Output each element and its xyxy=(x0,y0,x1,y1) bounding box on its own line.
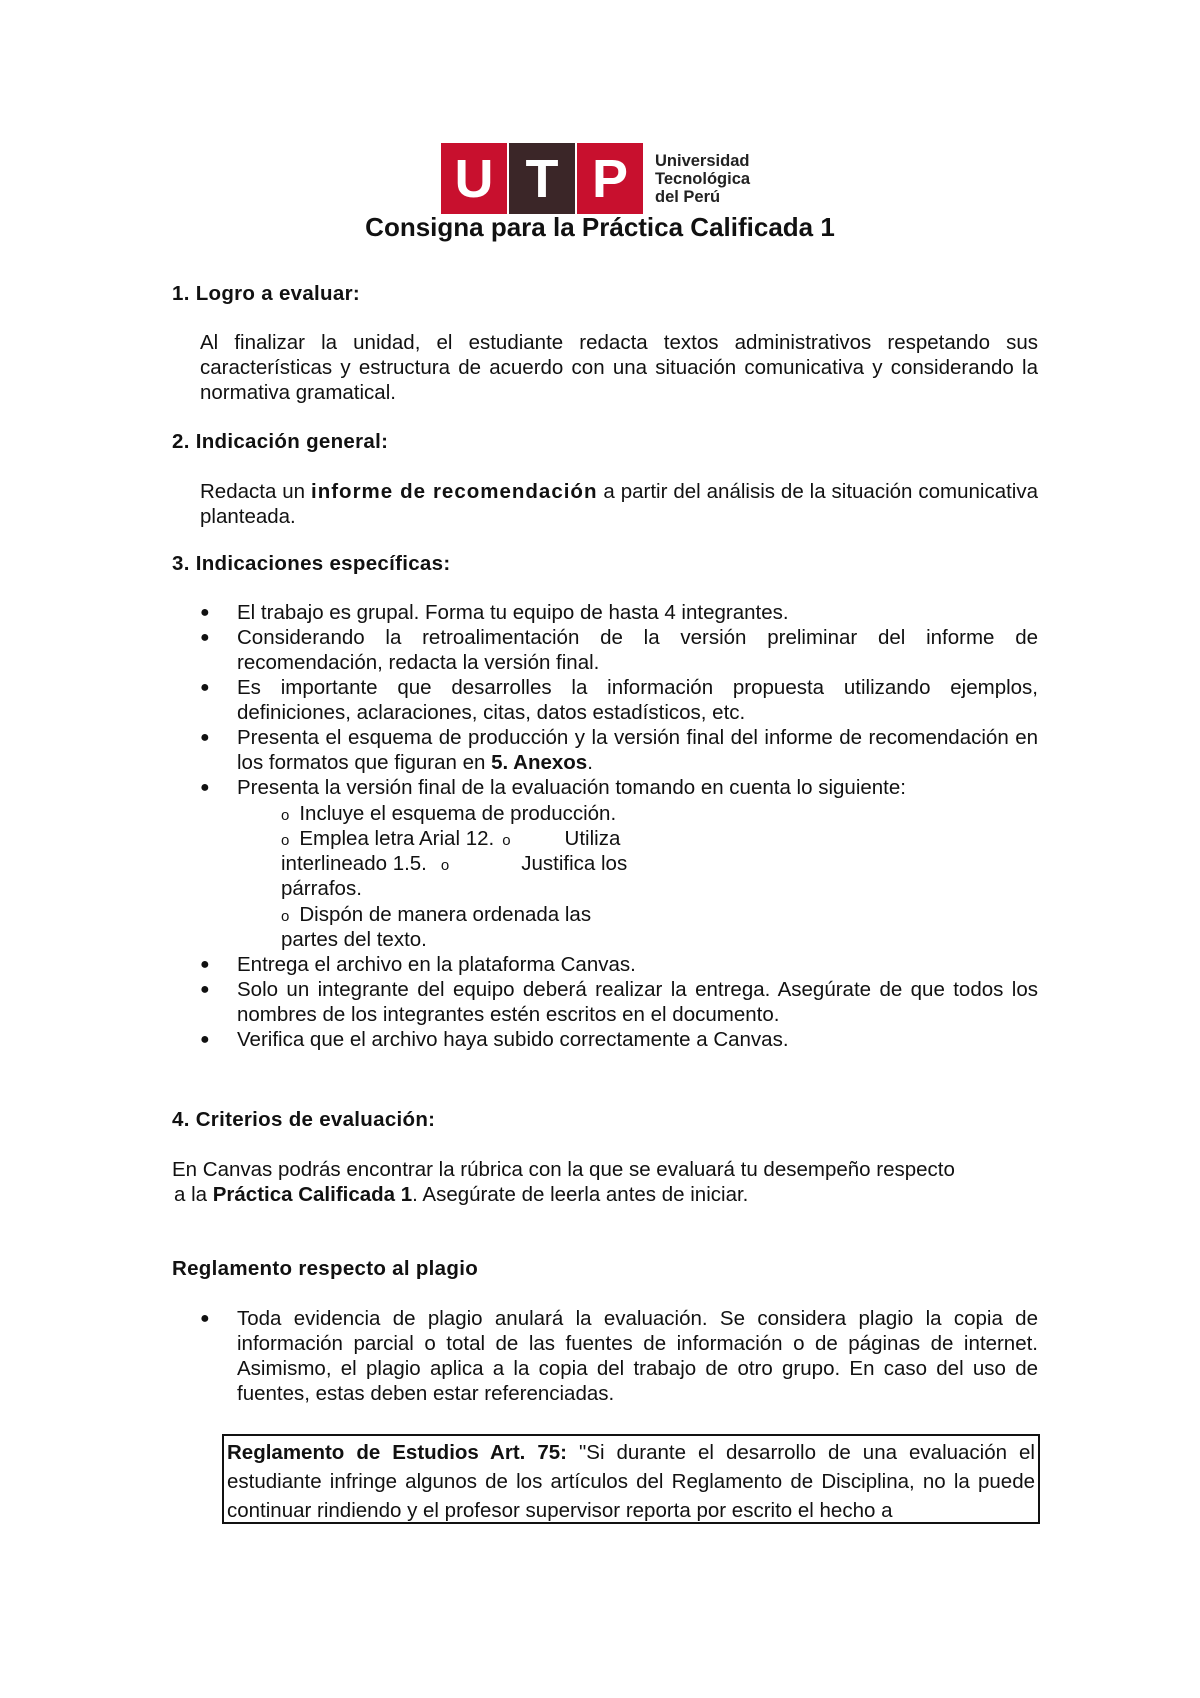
list-item xyxy=(200,725,1038,775)
list-item-text: Verifica que el archivo haya subido correctamente a Canvas. xyxy=(237,1028,789,1051)
list-item-text: Es importante que desarrolles la información propuesta utilizando ejemplos, definiciones, aclaraciones, citas, datos estadísticos, etc. xyxy=(237,676,1038,724)
list-item-text: Presenta la versión final de la evaluación tomando en cuenta lo siguiente: xyxy=(237,776,906,799)
page-title: Consigna para la Práctica Calificada 1 xyxy=(365,212,835,242)
list-item xyxy=(200,977,1038,1027)
list-item xyxy=(200,775,1038,800)
section-2-text-bold: informe de recomendación xyxy=(311,480,598,503)
sub-list-line xyxy=(281,801,616,829)
sub-bullet-icon: o xyxy=(440,857,450,874)
section-1-text: Al finalizar la unidad, el estudiante redacta textos administrativos respetando sus características y estructura de acuerdo con una situación comunicativa y considerando la normativa gramatical. xyxy=(200,331,1038,404)
list-item xyxy=(200,1027,1038,1052)
section-3-heading: 3. Indicaciones específicas: xyxy=(172,552,451,575)
logo-letter-p: P xyxy=(577,143,643,214)
section-2-text-part: a partir del análisis de la situación comunicativa planteada. xyxy=(200,480,1038,528)
section-4-heading: 4. Criterios de evaluación: xyxy=(172,1108,436,1131)
sub-list-line xyxy=(281,851,627,879)
bullet-icon: ● xyxy=(200,604,210,621)
section-3-list-continued xyxy=(200,952,1038,1052)
bullet-icon: ● xyxy=(200,729,210,746)
section-4-text-part: a la xyxy=(174,1183,213,1206)
bullet-icon: ● xyxy=(200,679,210,696)
section-2-text-part: Redacta un xyxy=(200,480,312,503)
list-item-text: Presenta el esquema de producción y la versión final del informe de recomendación en los formatos que figuran en xyxy=(237,726,1038,774)
list-item-text: Solo un integrante del equipo deberá realizar la entrega. Asegúrate de que todos los nombres de los integrantes estén escritos en el documento. xyxy=(237,978,1038,1026)
sub-list-line: párrafos. xyxy=(281,877,362,900)
section-3-list xyxy=(200,600,1038,800)
bullet-icon: ● xyxy=(200,1310,210,1327)
section-1-heading: 1. Logro a evaluar: xyxy=(172,282,360,305)
section-2-heading: 2. Indicación general: xyxy=(172,430,389,453)
bullet-icon: ● xyxy=(200,1031,210,1048)
reglamento-box-text: "Si durante el desarrollo de una evaluación el estudiante infringe algunos de los artículos del Reglamento de Disciplina, no la puede continuar rindiendo y el profesor supervisor reporta por escrito el hecho a xyxy=(227,1441,1035,1522)
list-item xyxy=(200,600,1038,625)
sub-list-text: Emplea letra Arial 12. xyxy=(299,827,495,850)
sub-list-line: partes del texto. xyxy=(281,928,427,951)
list-item xyxy=(200,675,1038,725)
sub-list-text: Utiliza xyxy=(564,827,621,850)
logo-name-line: del Perú xyxy=(655,187,721,206)
bullet-icon: ● xyxy=(200,779,210,796)
logo-university-name xyxy=(655,143,750,214)
plagio-list xyxy=(200,1306,1038,1406)
sub-bullet-icon: o xyxy=(281,832,290,849)
section-4-text-bold: Práctica Calificada 1 xyxy=(212,1183,413,1206)
list-item-bold: 5. Anexos xyxy=(491,751,588,774)
logo-name-line: Tecnológica xyxy=(655,169,751,188)
section-4-line-1: En Canvas podrás encontrar la rúbrica con la que se evaluará tu desempeño respecto xyxy=(172,1158,955,1181)
bullet-icon: ● xyxy=(200,981,210,998)
sub-bullet-icon: o xyxy=(502,832,511,849)
logo-letter-t: T xyxy=(509,143,575,214)
sub-list-text: Incluye el esquema de producción. xyxy=(299,802,617,825)
reglamento-box xyxy=(222,1434,1040,1524)
section-4-line-2 xyxy=(174,1182,748,1207)
reglamento-box-bold: Reglamento de Estudios Art. 75: xyxy=(227,1441,567,1464)
list-item-text: Considerando la retroalimentación de la versión preliminar del informe de recomendación, redacta la versión final. xyxy=(237,626,1038,674)
section-4-text-part: . Asegúrate de leerla antes de iniciar. xyxy=(412,1183,749,1206)
list-item xyxy=(200,952,1038,977)
logo-name-line: Universidad xyxy=(655,151,750,170)
list-item xyxy=(200,1306,1038,1406)
sub-list-line xyxy=(281,902,591,930)
logo-letter-u: U xyxy=(441,143,507,214)
list-item-text: Toda evidencia de plagio anulará la evaluación. Se considera plagio la copia de información parcial o total de las fuentes de información o de páginas de internet. Asimismo, el plagio aplica a la copia del trabajo de otro grupo. En caso del uso de fuentes, estas deben estar referenciadas. xyxy=(237,1307,1038,1405)
plagio-heading: Reglamento respecto al plagio xyxy=(172,1257,479,1280)
list-item-text: Entrega el archivo en la plataforma Canvas. xyxy=(237,953,636,976)
sub-list-text: interlineado 1.5. xyxy=(281,852,427,875)
list-item-text: . xyxy=(587,751,593,774)
sub-list-text: Dispón de manera ordenada las xyxy=(299,903,592,926)
list-item-text: El trabajo es grupal. Forma tu equipo de hasta 4 integrantes. xyxy=(237,601,789,624)
sub-bullet-icon: o xyxy=(281,807,290,824)
bullet-icon: ● xyxy=(200,629,210,646)
utp-logo xyxy=(441,143,750,214)
sub-bullet-icon: o xyxy=(281,908,290,925)
sub-list-line xyxy=(281,826,620,854)
bullet-icon: ● xyxy=(200,956,210,973)
sub-list-text: Justifica los xyxy=(521,852,628,875)
list-item xyxy=(200,625,1038,675)
section-2-text xyxy=(200,479,1038,529)
